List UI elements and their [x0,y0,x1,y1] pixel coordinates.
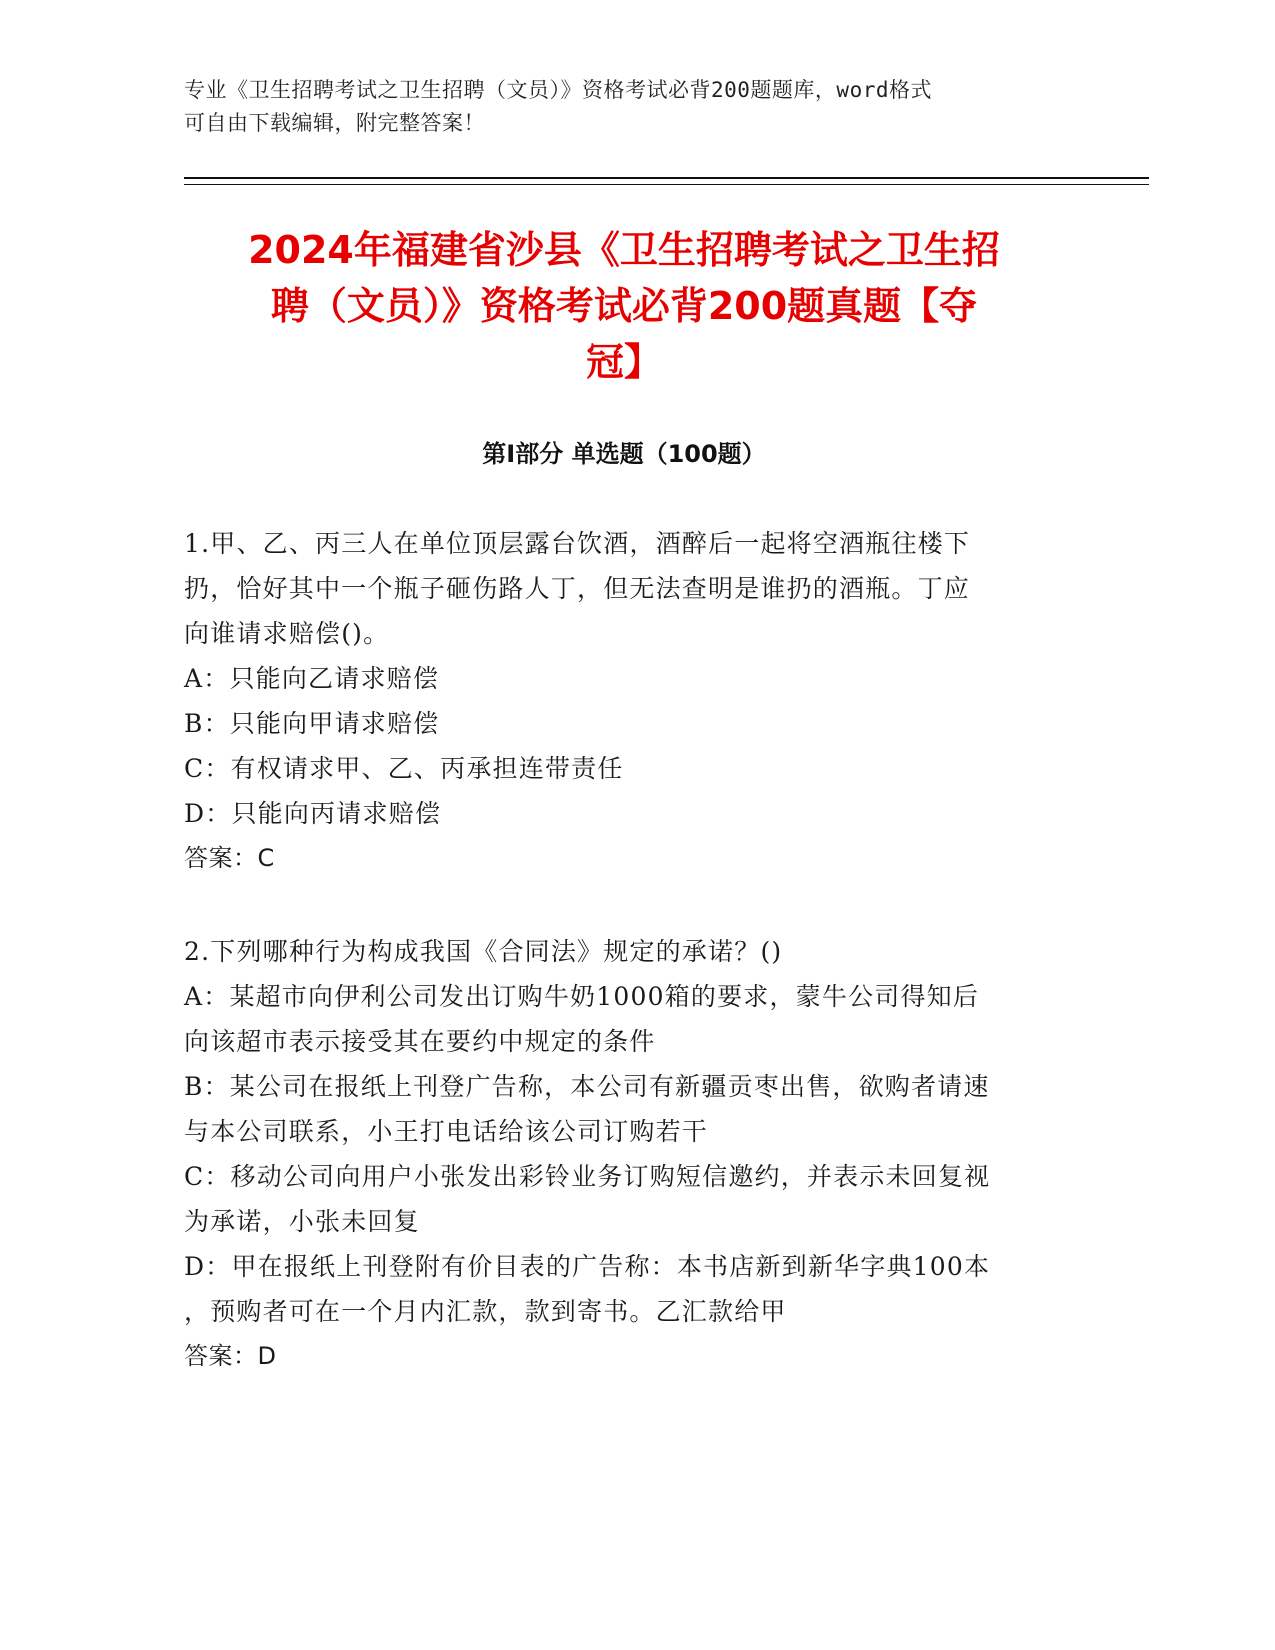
option-c: C：有权请求甲、乙、丙承担连带责任 [184,754,624,783]
header-rule-thin [184,184,1149,185]
answer-label: 答案： [184,1342,258,1370]
document-title [184,222,1064,390]
answer-value: C [257,844,275,872]
question-stem-line: 1.甲、乙、丙三人在单位顶层露台饮酒，酒醉后一起将空酒瓶往楼下 [184,529,971,558]
header-note [184,74,1064,140]
question-stem-line: 2.下列哪种行为构成我国《合同法》规定的承诺？() [184,937,783,966]
header-note-line-1: 专业《卫生招聘考试之卫生招聘（文员）》资格考试必背200题题库，word格式 [184,78,932,102]
option-a-continued: 向该超市表示接受其在要约中规定的条件 [184,1027,656,1056]
answer-line [184,836,1064,881]
section-heading: 第Ⅰ部分 单选题（100题） [482,440,766,468]
question-1 [184,521,1064,881]
option-a: A：只能向乙请求赔偿 [184,664,440,693]
option-d: D：只能向丙请求赔偿 [184,799,442,828]
header-note-line-2: 可自由下载编辑，附完整答案！ [184,111,485,135]
question-stem-line: 向谁请求赔偿()。 [184,619,390,648]
answer-label: 答案： [184,844,258,872]
option-c-continued: 为承诺，小张未回复 [184,1207,420,1236]
option-b: B：只能向甲请求赔偿 [184,709,440,738]
answer-value: D [257,1342,277,1370]
option-b-continued: 与本公司联系，小王打电话给该公司订购若干 [184,1117,709,1146]
question-2 [184,929,1064,1379]
document-title-line-2: 聘（文员）》资格考试必背200题真题【夺 [270,284,978,328]
header-rule-thick [184,177,1149,179]
option-c: C：移动公司向用户小张发出彩铃业务订购短信邀约，并表示未回复视 [184,1162,991,1191]
question-stem-line: 扔，恰好其中一个瓶子砸伤路人丁，但无法查明是谁扔的酒瓶。丁应 [184,574,971,603]
option-d: D：甲在报纸上刊登附有价目表的广告称：本书店新到新华字典100本 [184,1252,991,1281]
answer-line [184,1334,1064,1379]
document-title-line-3: 冠】 [585,340,662,384]
option-d-continued: ，预购者可在一个月内汇款，款到寄书。乙汇款给甲 [184,1297,787,1326]
option-b: B：某公司在报纸上刊登广告称，本公司有新疆贡枣出售，欲购者请速 [184,1072,990,1101]
document-title-line-1: 2024年福建省沙县《卫生招聘考试之卫生招 [248,228,1000,272]
option-a: A：某超市向伊利公司发出订购牛奶1000箱的要求，蒙牛公司得知后 [184,982,980,1011]
